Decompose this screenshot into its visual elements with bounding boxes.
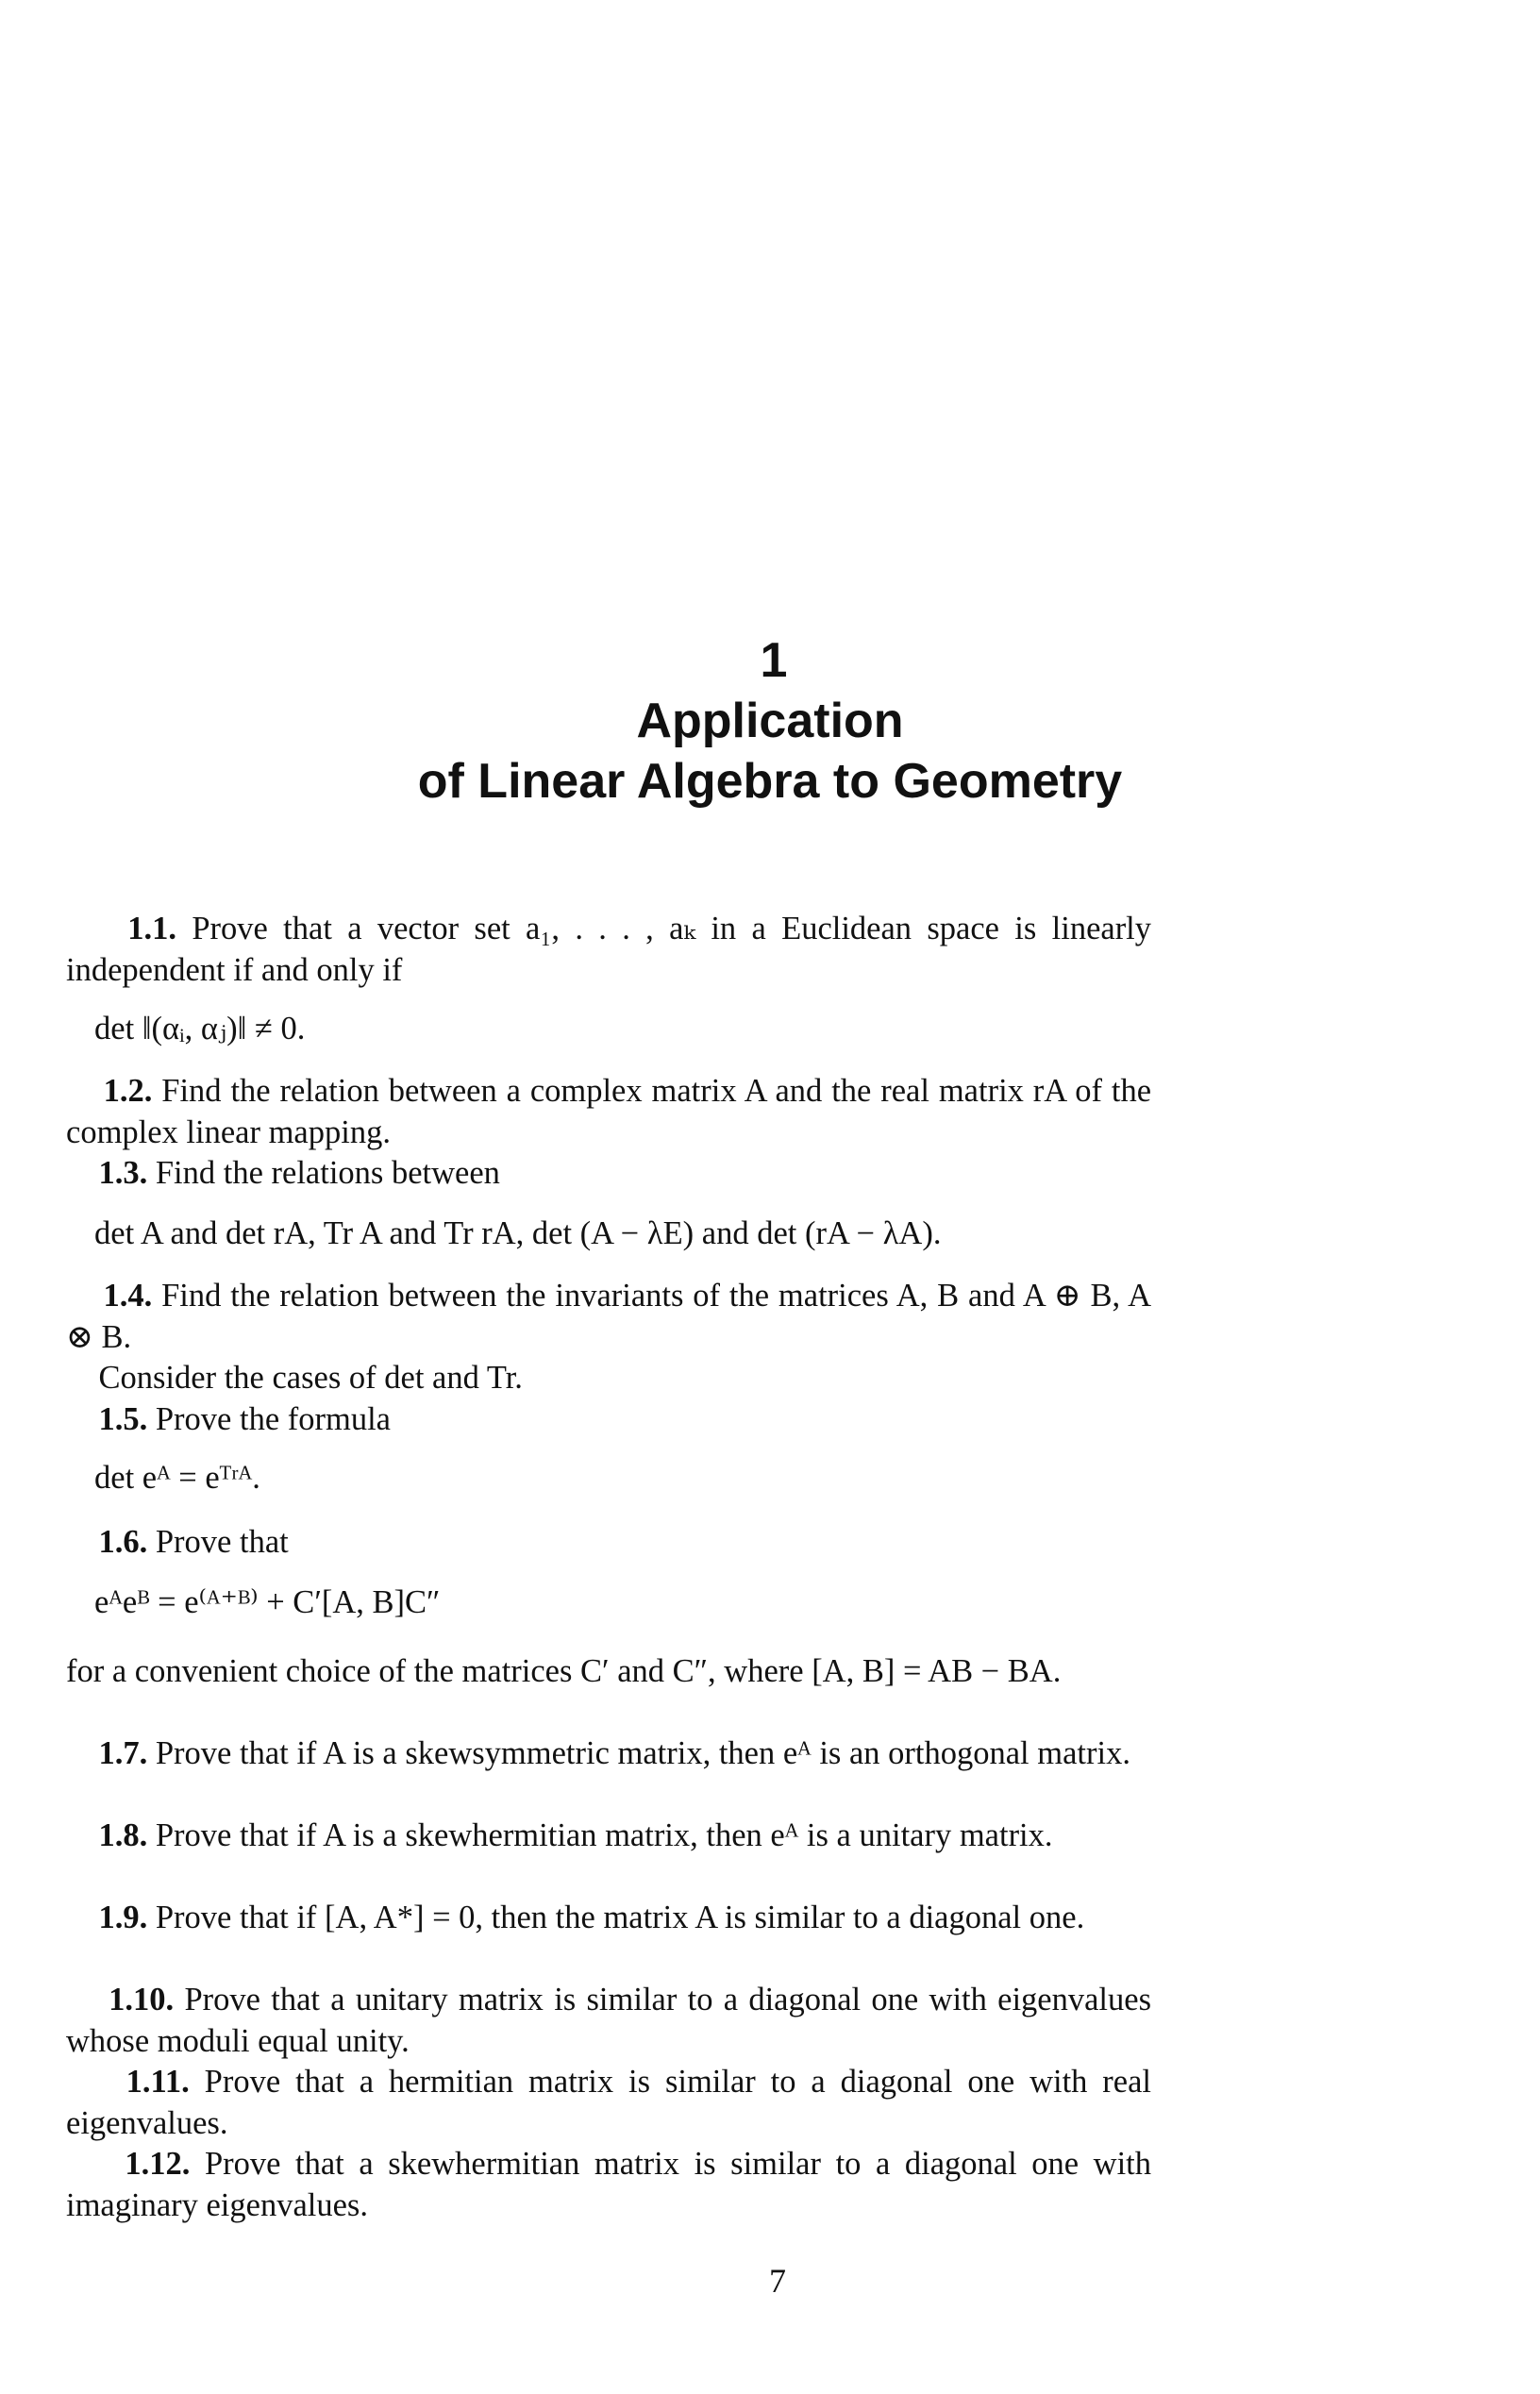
chapter-title xyxy=(0,691,1540,812)
problem-number: 1.4. xyxy=(103,1278,153,1314)
problem-1-8 xyxy=(66,1816,1151,1857)
problem-1-3 xyxy=(66,1153,1151,1195)
chapter-number: 1 xyxy=(760,633,788,688)
problem-number: 1.11. xyxy=(126,2064,190,2100)
problem-text: Prove that a unitary matrix is similar to a diagonal one with eigenvalues whose moduli equal unity. xyxy=(66,1982,1151,2059)
problem-1-6 xyxy=(66,1522,1151,1564)
formula-1-1: det ‖(αᵢ, αⱼ)‖ ≠ 0. xyxy=(94,1011,306,1046)
problem-1-2 xyxy=(66,1071,1151,1153)
problem-1-6-cont xyxy=(66,1651,1151,1693)
formula-1-5: det eᴬ = eᵀʳᴬ. xyxy=(94,1460,260,1496)
formula-1-3: det A and det rA, Tr A and Tr rA, det (A − λE) and det (rA − λA). xyxy=(94,1215,942,1251)
problem-number: 1.1. xyxy=(127,911,177,946)
problem-number: 1.7. xyxy=(98,1735,148,1771)
problem-1-4 xyxy=(66,1276,1151,1358)
problem-number: 1.12. xyxy=(125,2146,191,2182)
problem-number: 1.9. xyxy=(98,1900,148,1935)
problem-text: Prove that a vector set a₁, . . . , aₖ in a Euclidean space is linearly independent if and only if xyxy=(66,911,1152,988)
problem-number: 1.6. xyxy=(98,1524,148,1560)
problem-number: 1.8. xyxy=(98,1817,148,1853)
problem-1-7 xyxy=(66,1733,1151,1775)
problem-1-4-note xyxy=(66,1358,1151,1399)
problem-1-1 xyxy=(66,909,1151,991)
problem-1-9 xyxy=(66,1898,1151,1939)
problem-text: Consider the cases of det and Tr. xyxy=(98,1360,523,1396)
problem-number: 1.2. xyxy=(103,1073,153,1109)
problem-1-11 xyxy=(66,2062,1151,2144)
page-number: 7 xyxy=(769,2262,786,2300)
problem-text: Prove that xyxy=(155,1524,289,1560)
chapter-title-line-1: Application xyxy=(636,694,904,748)
problem-text: Prove that if [A, A*] = 0, then the matrix A is similar to a diagonal one. xyxy=(155,1900,1085,1935)
problem-1-5 xyxy=(66,1399,1151,1441)
problem-text: Find the relation between the invariants of the matrices A, B and A ⊕ B, A ⊗ B. xyxy=(66,1278,1152,1355)
problem-text: Prove that if A is a skewsymmetric matrix, then eᴬ is an orthogonal matrix. xyxy=(155,1735,1130,1771)
problem-1-12 xyxy=(66,2144,1151,2226)
problem-number: 1.3. xyxy=(98,1155,148,1191)
problem-number: 1.10. xyxy=(109,1982,175,2017)
problem-text: Prove that a skewhermitian matrix is similar to a diagonal one with imaginary eigenvalues. xyxy=(66,2146,1152,2223)
problem-text: Prove that if A is a skewhermitian matrix, then eᴬ is a unitary matrix. xyxy=(155,1817,1053,1853)
problem-text: Prove the formula xyxy=(155,1401,391,1437)
problem-text: Find the relation between a complex matrix A and the real matrix rA of the complex linear mapping. xyxy=(66,1073,1152,1150)
formula-1-6: eᴬeᴮ = e⁽ᴬ⁺ᴮ⁾ + C′[A, B]C″ xyxy=(94,1584,441,1620)
chapter-title-line-2: of Linear Algebra to Geometry xyxy=(417,754,1123,809)
problem-number: 1.5. xyxy=(98,1401,148,1437)
problem-1-10 xyxy=(66,1980,1151,2062)
problem-text: for a convenient choice of the matrices C′ and C″, where [A, B] = AB − BA. xyxy=(66,1653,1062,1689)
problem-text: Find the relations between xyxy=(155,1155,500,1191)
problem-text: Prove that a hermitian matrix is similar to a diagonal one with real eigenvalues. xyxy=(66,2064,1152,2141)
